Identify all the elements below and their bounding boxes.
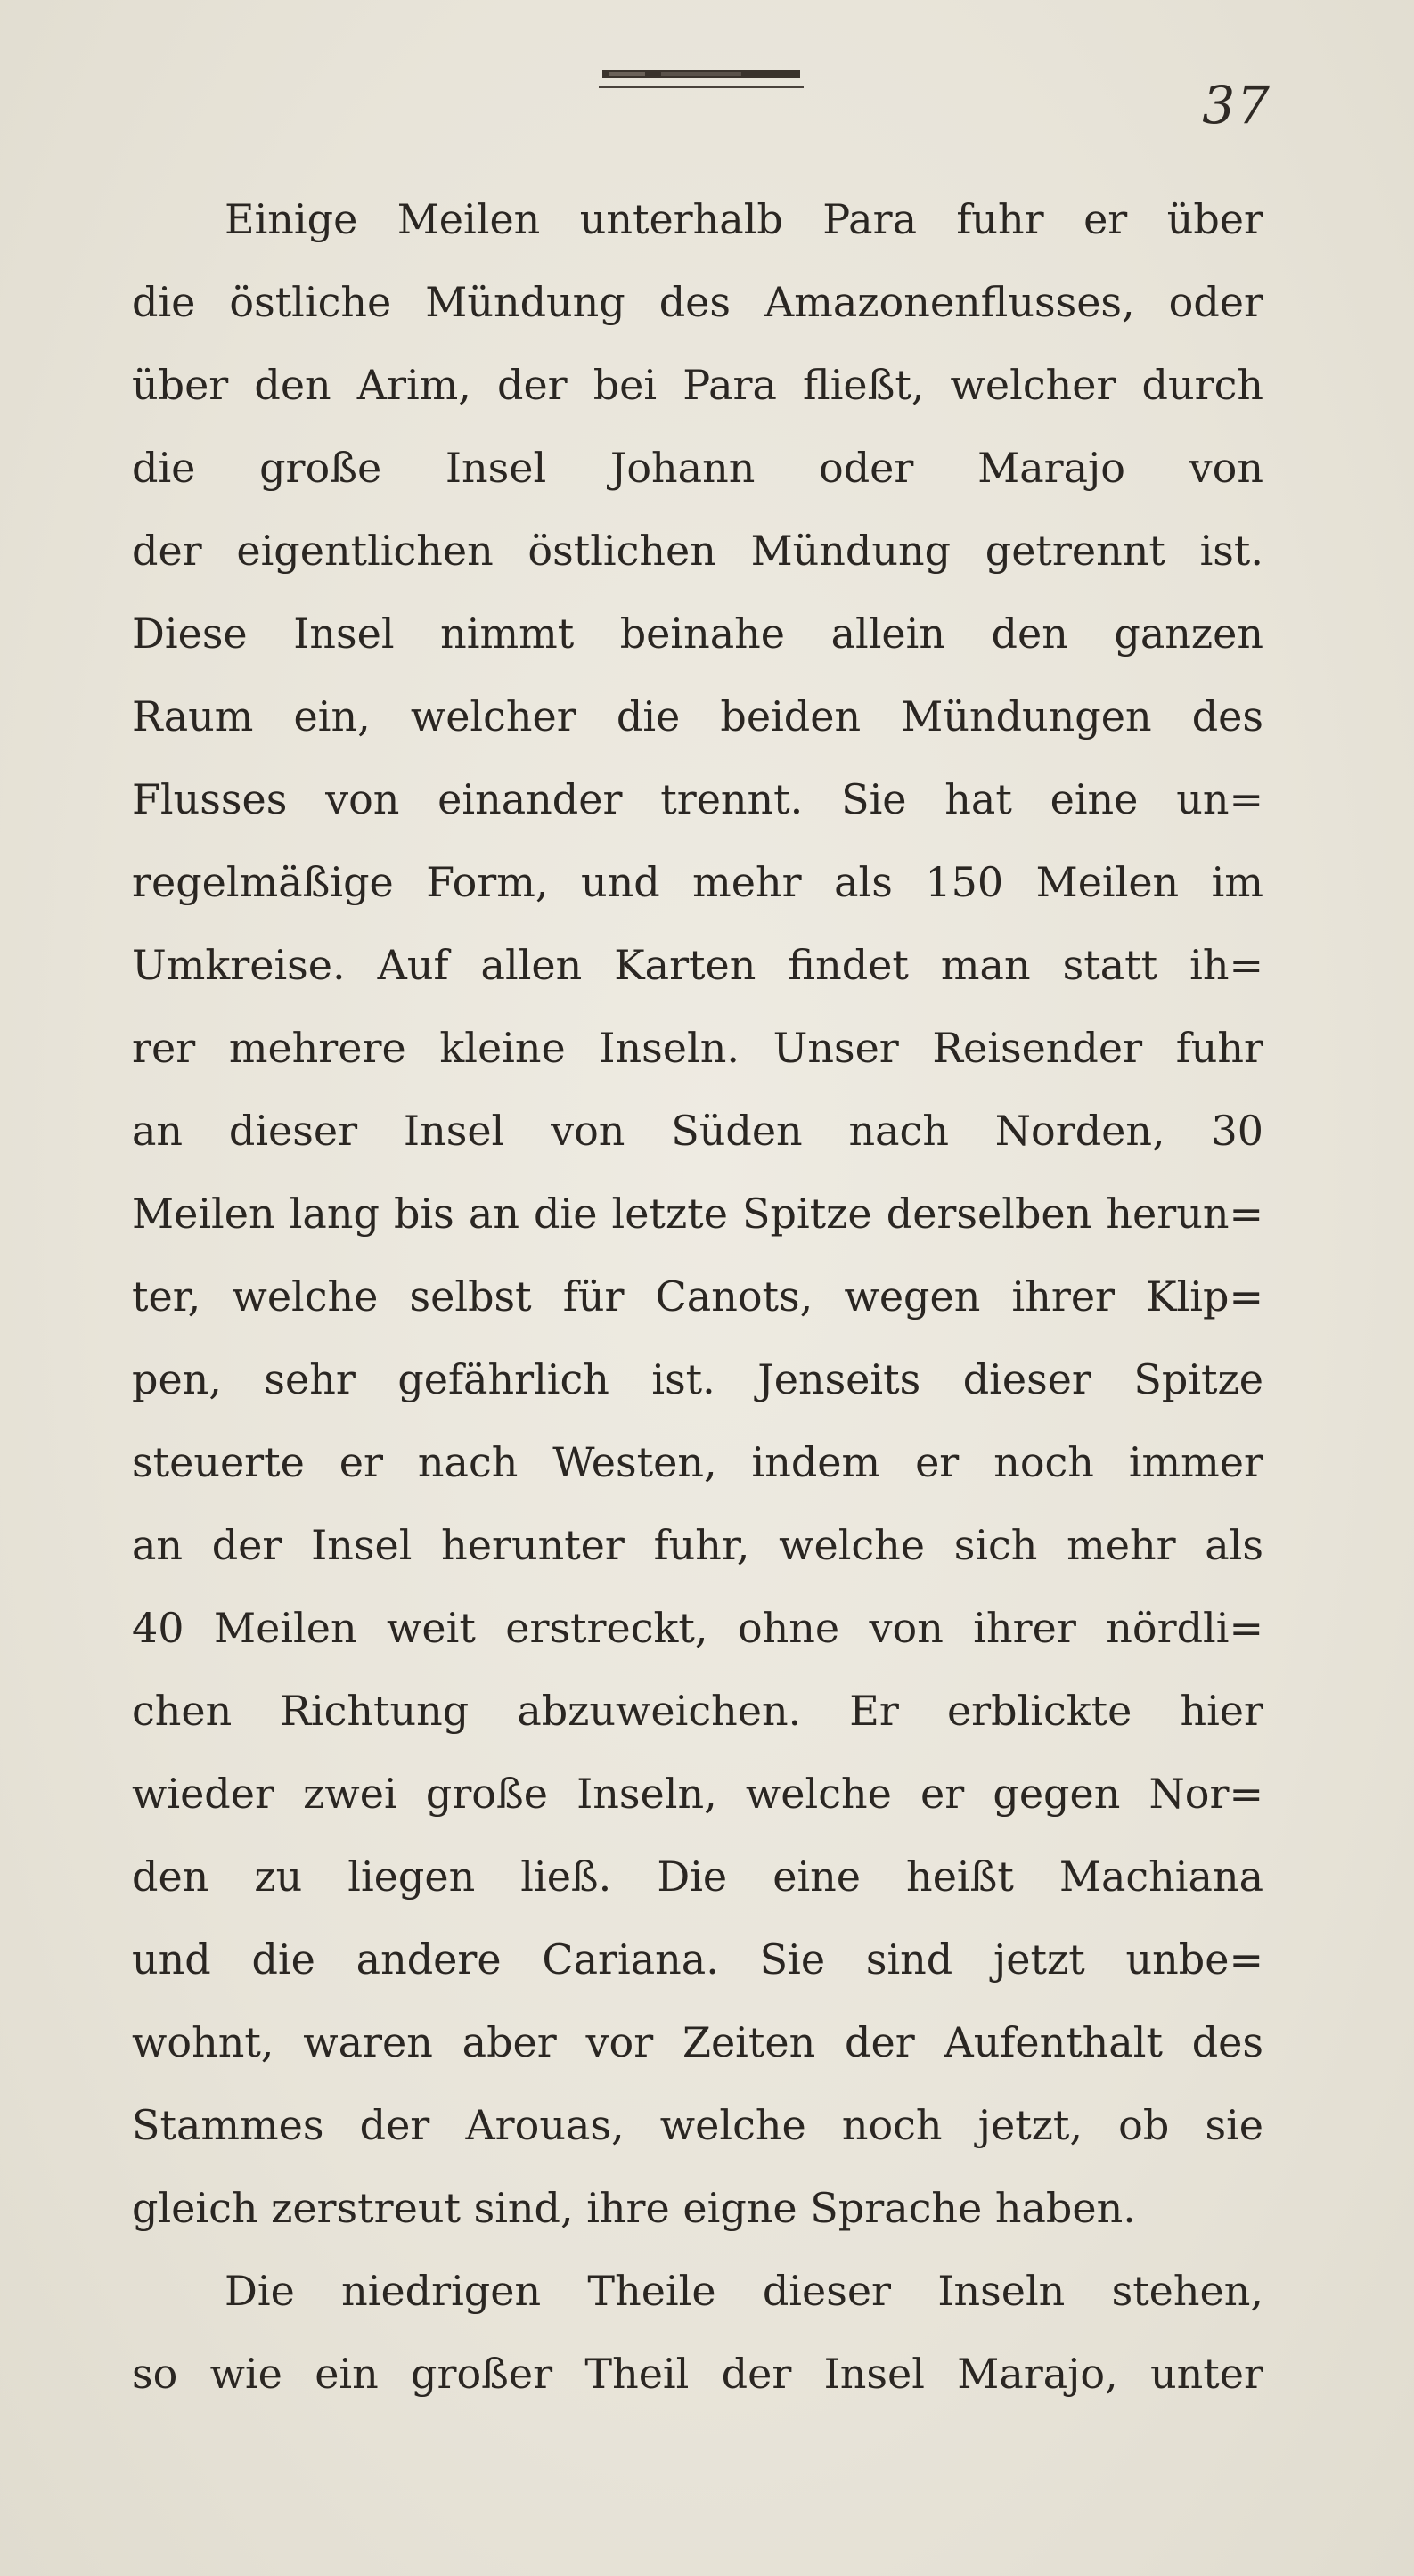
ornament-thin-rule bbox=[599, 86, 804, 88]
text-line: regelmäßige Form, und mehr als 150 Meilen im bbox=[132, 858, 1263, 906]
text-line: Stammes der Arouas, welche noch jetzt, ob sie bbox=[132, 2101, 1263, 2149]
text-line: steuerte er nach Westen, indem er noch immer bbox=[132, 1438, 1263, 1486]
body-text bbox=[132, 178, 1263, 2416]
header-rule-ornament bbox=[599, 66, 804, 96]
text-line: den zu liegen ließ. Die eine heißt Machiana bbox=[132, 1852, 1263, 1901]
text-line: Diese Insel nimmt beinahe allein den ganzen bbox=[132, 609, 1263, 658]
text-line: so wie ein großer Theil der Insel Marajo, unter bbox=[132, 2350, 1263, 2398]
paragraph bbox=[132, 2250, 1263, 2416]
text-line: und die andere Cariana. Sie sind jetzt unbe= bbox=[132, 1935, 1263, 1983]
text-line: rer mehrere kleine Inseln. Unser Reisender fuhr bbox=[132, 1024, 1263, 1072]
text-line: die östliche Mündung des Amazonenflusses, oder bbox=[132, 278, 1263, 326]
text-line: die große Insel Johann oder Marajo von bbox=[132, 444, 1263, 492]
paragraph bbox=[132, 178, 1263, 2250]
text-line: Die niedrigen Theile dieser Inseln stehen, bbox=[225, 2267, 1263, 2315]
page-number: 37 bbox=[1202, 75, 1271, 135]
text-line: Umkreise. Auf allen Karten findet man statt ih= bbox=[132, 941, 1263, 989]
text-line: Einige Meilen unterhalb Para fuhr er über bbox=[225, 195, 1263, 243]
ornament-detail bbox=[609, 72, 645, 76]
text-line: der eigentlichen östlichen Mündung getrennt ist. bbox=[132, 527, 1263, 575]
text-line: wohnt, waren aber vor Zeiten der Aufenthalt des bbox=[132, 2018, 1263, 2066]
text-line: 40 Meilen weit erstreckt, ohne von ihrer nördli= bbox=[132, 1604, 1263, 1652]
ornament-detail bbox=[661, 72, 741, 76]
text-line: über den Arim, der bei Para fließt, welcher durch bbox=[132, 361, 1263, 409]
text-line: ter, welche selbst für Canots, wegen ihrer Klip= bbox=[132, 1272, 1263, 1321]
text-line: Flusses von einander trennt. Sie hat eine un= bbox=[132, 775, 1263, 823]
text-line: chen Richtung abzuweichen. Er erblickte hier bbox=[132, 1687, 1263, 1735]
text-line: wieder zwei große Inseln, welche er gegen Nor= bbox=[132, 1770, 1263, 1818]
text-line: gleich zerstreut sind, ihre eigne Sprache haben. bbox=[132, 2184, 1136, 2232]
text-line: an der Insel herunter fuhr, welche sich mehr als bbox=[132, 1521, 1263, 1569]
text-line: pen, sehr gefährlich ist. Jenseits dieser Spitze bbox=[132, 1355, 1263, 1403]
text-line: Raum ein, welcher die beiden Mündungen des bbox=[132, 692, 1263, 740]
text-line: an dieser Insel von Süden nach Norden, 30 bbox=[132, 1107, 1263, 1155]
text-line: Meilen lang bis an die letzte Spitze derselben herun= bbox=[132, 1190, 1263, 1238]
